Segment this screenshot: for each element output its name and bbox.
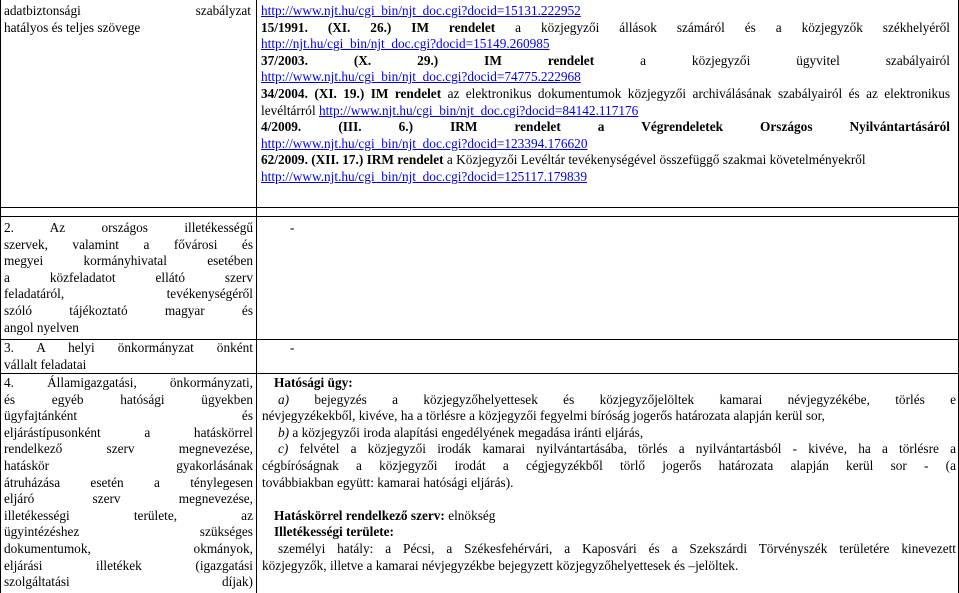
- case-a-line2: névjegyzékekből, kivéve, ha a törlésre a közjegyzői fegyelmi bíróság jogerős határozata alapján kerül sor,: [262, 408, 825, 424]
- law-entry-1: 15/1991. (XI. 26.) IM rendelet a közjegyzői állások számáról és a közjegyzők székhelyéről: [261, 19, 950, 35]
- law-link[interactable]: http://www.njt.hu/cgi_bin/njt_doc.cgi?docid=125117.179839: [261, 168, 587, 184]
- case-c-line2: cégbíróságnak a közjegyzői irodát a cégjegyzékből törlő jogerős határozata alapján kerül sor - (a: [262, 457, 956, 473]
- row3-left-cell: [4, 340, 253, 373]
- law-link[interactable]: http://njt.hu/cgi_bin/njt_doc.cgi?docid=15149.260985: [261, 36, 550, 52]
- row2-right-cell: -: [290, 220, 295, 235]
- row2-left-line: a közfeladatot ellátó szerv: [4, 269, 253, 285]
- authority-line: Hatáskörrel rendelkező szerv: elnökség: [274, 507, 496, 523]
- row4-left-line: rendelkező szerv megnevezése,: [4, 441, 253, 457]
- row4-left-line: eljáró szerv megnevezése,: [4, 491, 253, 507]
- row4-left-line: ügyfajtánként és: [4, 408, 253, 424]
- row4-left-line: illetékességi területe, az: [4, 507, 253, 523]
- row1-right-cell: [261, 3, 950, 186]
- law-link[interactable]: http://www.njt.hu/cgi_bin/njt_doc.cgi?docid=84142.117176: [318, 102, 639, 118]
- case-b-line: b) a közjegyzői iroda alapítási engedélyének megadása iránti eljárás,: [278, 424, 644, 440]
- row3-right-cell: -: [290, 340, 295, 355]
- law-link[interactable]: http://www.njt.hu/cgi_bin/njt_doc.cgi?docid=15131.222952: [261, 3, 581, 18]
- table-border-left: [0, 0, 1, 593]
- row3-left-line: 3. A helyi önkormányzat önként: [4, 340, 253, 355]
- law-entry-2: 37/2003. (X. 29.) IM rendelet a közjegyzői ügyvitel szabályairól: [261, 52, 950, 68]
- row-divider-1: [0, 207, 959, 208]
- territory-line1: személyi hatály: a Pécsi, a Székesfehérvári, a Kaposvári és a Szekszárdi Törvényszék területére kinevezett: [278, 540, 956, 556]
- row2-left-line: angol nyelven: [4, 319, 79, 335]
- row1-left-cell: [4, 3, 251, 36]
- authority-case-heading: Hatósági ügy:: [274, 375, 353, 390]
- row4-left-line: eljárástípusonként a hatáskörrel: [4, 424, 253, 440]
- law-link[interactable]: http://www.njt.hu/cgi_bin/njt_doc.cgi?docid=123394.176620: [261, 135, 588, 151]
- row4-left-line: dokumentumok, okmányok,: [4, 540, 253, 556]
- row-divider-1b: [0, 216, 959, 217]
- law-entry-3: 34/2004. (XI. 19.) IM rendelet az elektronikus dokumentumok közjegyzői archiválásának szabályairól és az elektronikus levéltárról http://www.njt.hu/cgi_bin/njt_doc.cgi?docid=84142.117176: [261, 85, 951, 118]
- row4-left-cell: [4, 375, 253, 591]
- row4-left-line: átruházása esetén a ténylegesen: [4, 474, 253, 490]
- row4-left-line: szolgáltatási díjak): [4, 574, 253, 590]
- law-entry-4: 4/2009. (III. 6.) IRM rendelet a Végrendeletek Országos Nyilvántartásáról: [261, 119, 950, 135]
- case-c-line1: c) felvétel a közjegyzői irodák kamarai nyilvántartásába, törlés a nyilvántartásból - kivéve, ha a törlésre a: [278, 441, 956, 457]
- row4-left-line: eljárási illetékek (igazgatási: [4, 557, 253, 573]
- law-entry-5: 62/2009. (XII. 17.) IRM rendelet a Közjegyzői Levéltár tevékenységével összefüggő szakmai követelményekről: [261, 152, 866, 168]
- row4-left-line: hatáskör gyakorlásának: [4, 457, 253, 473]
- row2-left-line: szóló tájékoztató magyar és: [4, 302, 253, 318]
- row4-right-cell: [262, 375, 956, 574]
- territory-line2: közjegyzők, illetve a kamarai névjegyzékbe bejegyzett közjegyzőhelyettesek és –jelöltek.: [262, 557, 739, 573]
- case-c-line3: továbbiakban együtt: kamarai hatósági eljárás).: [262, 474, 514, 490]
- row3-left-line: vállalt feladatai: [4, 356, 87, 372]
- row4-left-line: és egyéb hatósági ügyekben: [4, 391, 253, 407]
- row4-left-line: ügyintézéshez szükséges: [4, 524, 253, 540]
- case-a-line1: a) bejegyzés a közjegyzőhelyettesek és közjegyzőjelöltek kamarai névjegyzékébe, törlés e: [278, 391, 956, 407]
- row4-left-line: 4. Államigazgatási, önkormányzati,: [4, 375, 253, 390]
- row2-left-line: szervek, valamint a fővárosi és: [4, 236, 253, 252]
- row2-left-line: feladatáról, tevékenységéről: [4, 286, 253, 302]
- table-column-divider: [256, 0, 257, 593]
- row2-left-line: 2. Az országos illetékességű: [4, 220, 253, 235]
- law-link[interactable]: http://www.njt.hu/cgi_bin/njt_doc.cgi?docid=74775.222968: [261, 69, 581, 85]
- row2-left-line: megyei kormányhivatal esetében: [4, 253, 253, 269]
- row1-left-line: hatályos és teljes szövege: [4, 19, 141, 35]
- row2-left-cell: [4, 220, 253, 336]
- territory-heading: Illetékességi területe:: [274, 524, 394, 540]
- row1-left-line: adatbiztonsági szabályzat: [4, 3, 251, 18]
